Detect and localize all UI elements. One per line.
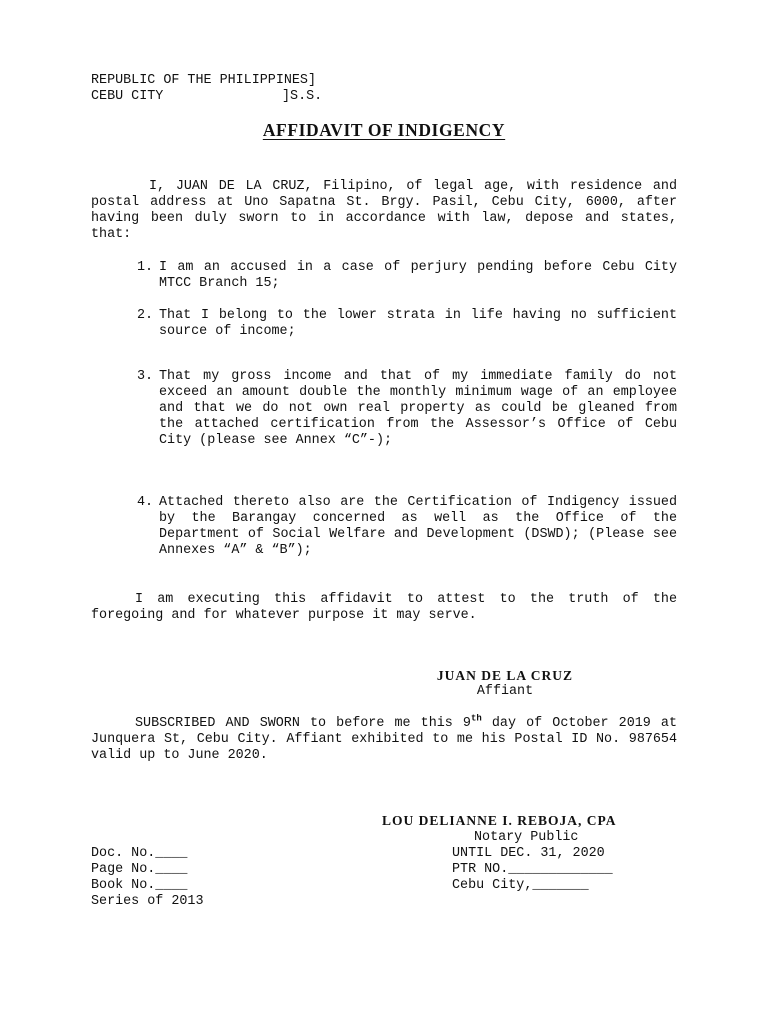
jurat-text-start: SUBSCRIBED AND SWORN to before me this 9 xyxy=(135,716,471,731)
header-city: CEBU CITY xyxy=(91,89,164,104)
registry-book-number: Book No.____ xyxy=(91,878,188,893)
jurat-text-end: day of October 2019 at Junquera St, Cebu City. Affiant exhibited to me his Postal ID No. 987654 valid up to June 2020. xyxy=(91,716,677,763)
notary-name: LOU DELIANNE I. REBOJA, CPA xyxy=(382,813,617,828)
item-2-number: 2. xyxy=(137,308,154,323)
intro-paragraph: I, JUAN DE LA CRUZ, Filipino, of legal age, with residence and postal address at Uno Sapatna St. Brgy. Pasil, Cebu City, 6000, after having been duly sworn to in accordance with law, depose and states, that: xyxy=(91,179,677,242)
notary-place: Cebu City,_______ xyxy=(452,878,589,893)
notary-commission-until: UNTIL DEC. 31, 2020 xyxy=(452,846,605,861)
closing-paragraph: I am executing this affidavit to attest to the truth of the foregoing and for whatever purpose it may serve. xyxy=(91,592,677,623)
header-republic: REPUBLIC OF THE PHILIPPINES] xyxy=(91,73,316,88)
item-1-text: I am an accused in a case of perjury pending before Cebu City MTCC Branch 15; xyxy=(159,260,677,291)
jurat-paragraph xyxy=(91,713,677,764)
registry-series: Series of 2013 xyxy=(91,894,204,909)
registry-doc-number: Doc. No.____ xyxy=(91,846,188,861)
document-title: AFFIDAVIT OF INDIGENCY xyxy=(262,120,506,140)
notary-ptr-number: PTR NO._____________ xyxy=(452,862,613,877)
item-3-text: That my gross income and that of my immediate family do not exceed an amount double the monthly minimum wage of an employee and that we do not own real property as could be gleaned from the attached certification from the Assessor’s Office of Cebu City (please see Annex “C”-); xyxy=(159,369,677,448)
item-4-number: 4. xyxy=(137,495,154,510)
item-1-number: 1. xyxy=(137,260,154,275)
item-4-text: Attached thereto also are the Certification of Indigency issued by the Barangay concerned as well as the Office of the Department of Social Welfare and Development (DSWD); (Please see Annexes “A” & “B”); xyxy=(159,495,677,558)
registry-page-number: Page No.____ xyxy=(91,862,188,877)
item-2-text: That I belong to the lower strata in life having no sufficient source of income; xyxy=(159,308,677,339)
jurat-day-suffix: th xyxy=(470,713,482,724)
header-ss: ]S.S. xyxy=(282,89,323,104)
affiant-name: JUAN DE LA CRUZ xyxy=(436,668,574,683)
affiant-label: Affiant xyxy=(476,684,534,699)
item-3-number: 3. xyxy=(137,369,154,384)
notary-title: Notary Public xyxy=(474,830,579,845)
